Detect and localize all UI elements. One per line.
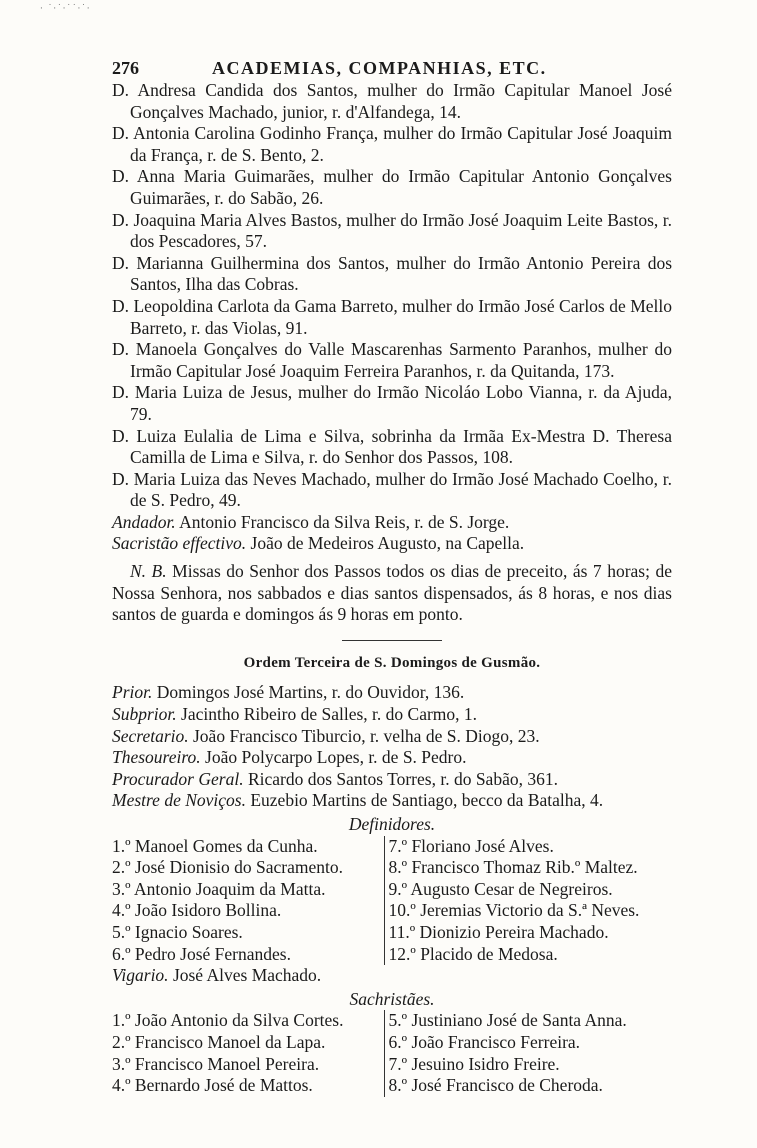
list-item: 11.º Dionizio Pereira Machado. <box>388 921 609 942</box>
list-entry: D. Manoela Gonçalves do Valle Mascarenhas Sarmento Paranhos, mulher do Irmão Capitular José Joaquim Ferreira Paranhos, r. da Quitanda, 173. <box>112 339 672 381</box>
officer-label: Prior. <box>112 682 153 703</box>
entries-list <box>112 80 672 512</box>
officer-label: Thesoureiro. <box>112 747 201 768</box>
page-header <box>112 58 672 80</box>
staff-label: Andador. <box>112 511 176 532</box>
list-entry: D. Maria Luiza de Jesus, mulher do Irmão Nicoláo Lobo Vianna, r. da Ajuda, 79. <box>112 382 672 424</box>
list-item: 12.º Placido de Medosa. <box>388 943 558 964</box>
definidores-heading: Definidores. <box>348 814 436 834</box>
officer-text: Ricardo dos Santos Torres, r. do Sabão, 361. <box>247 768 558 789</box>
vigario-text: José Alves Machado. <box>172 965 322 986</box>
list-item: 5.º Justiniano José de Santa Anna. <box>388 1010 627 1031</box>
list-item: 10.º Jeremias Victorio da S.ª Neves. <box>388 900 640 921</box>
staff-andador <box>112 512 672 534</box>
list-item: 3.º Antonio Joaquim da Matta. <box>112 878 326 899</box>
list-item: 1.º Manoel Gomes da Cunha. <box>112 835 318 856</box>
list-item: 8.º José Francisco de Cheroda. <box>388 1075 603 1096</box>
definidores-table <box>112 836 672 966</box>
list-entry: D. Joaquina Maria Alves Bastos, mulher do Irmão José Joaquim Leite Bastos, r. dos Pescadores, 57. <box>112 209 672 252</box>
list-item: 7.º Jesuino Isidro Freire. <box>388 1053 560 1074</box>
list-item: 1.º João Antonio da Silva Cortes. <box>112 1010 344 1031</box>
section-divider <box>342 640 442 641</box>
mass-schedule-note <box>112 561 672 626</box>
list-item: 6.º João Francisco Ferreira. <box>388 1031 581 1052</box>
list-item: 2.º José Dionisio do Sacramento. <box>112 857 343 878</box>
definidores-left-column <box>112 836 384 966</box>
list-entry: D. Antonia Carolina Godinho França, mulher do Irmão Capitular José Joaquim da França, r. de S. Bento, 2. <box>112 123 672 165</box>
note-label: N. B. <box>130 561 167 582</box>
list-item: 2.º Francisco Manoel da Lapa. <box>112 1031 326 1052</box>
vigario-label: Vigario. <box>112 965 169 986</box>
officer-label: Subprior. <box>112 704 177 725</box>
list-item: 7.º Floriano José Alves. <box>388 835 554 856</box>
list-item: 4.º Bernardo José de Mattos. <box>112 1075 313 1096</box>
page-body <box>112 80 672 1097</box>
staff-sacristao <box>112 533 672 555</box>
page-number: 276 <box>112 58 139 78</box>
list-item: 8.º Francisco Thomaz Rib.º Maltez. <box>388 857 638 878</box>
officer-secretario <box>112 726 672 748</box>
staff-text: João de Medeiros Augusto, na Capella. <box>250 533 525 554</box>
officer-text: João Francisco Tiburcio, r. velha de S. Diogo, 23. <box>193 725 540 746</box>
definidores-right-column <box>384 836 672 966</box>
officer-prior <box>112 682 672 704</box>
list-entry: D. Leopoldina Carlota da Gama Barreto, mulher do Irmão José Carlos de Mello Barreto, r. das Violas, 91. <box>112 295 672 338</box>
list-item: 5.º Ignacio Soares. <box>112 921 243 942</box>
officer-text: Euzebio Martins de Santiago, becco da Batalha, 4. <box>250 790 604 811</box>
sachristaes-left-column <box>112 1010 384 1096</box>
sachristaes-right-column <box>384 1010 672 1096</box>
officer-text: João Polycarpo Lopes, r. de S. Pedro. <box>205 747 467 768</box>
list-entry: D. Maria Luiza das Neves Machado, mulher do Irmão José Machado Coelho, r. de S. Pedro, 49. <box>112 468 672 511</box>
list-item: 9.º Augusto Cesar de Negreiros. <box>388 878 613 899</box>
staff-text: Antonio Francisco da Silva Reis, r. de S. Jorge. <box>179 511 510 532</box>
sachristaes-table <box>112 1010 672 1096</box>
officer-label: Mestre de Noviços. <box>112 790 246 811</box>
list-item: 6.º Pedro José Fernandes. <box>112 943 291 964</box>
officer-subprior <box>112 704 672 726</box>
list-item: 3.º Francisco Manoel Pereira. <box>112 1053 320 1074</box>
officer-procurador <box>112 769 672 791</box>
running-title: ACADEMIAS, COMPANHIAS, ETC. <box>212 58 547 78</box>
officer-thesoureiro <box>112 747 672 769</box>
section-title: Ordem Terceira de S. Domingos de Gusmão. <box>243 654 541 671</box>
print-speck: · ˙·˙·˙˙·˙· <box>40 4 91 14</box>
note-text: Missas do Senhor dos Passos todos os dias de preceito, ás 7 horas; de Nossa Senhora, nos sabbados e dias santos dispensados, ás 8 horas, e nos dias santos de guarda e domingos ás 9 horas em ponto. <box>112 561 672 625</box>
staff-label: Sacristão effectivo. <box>112 533 247 554</box>
officer-label: Secretario. <box>112 725 189 746</box>
vigario <box>112 965 672 987</box>
officer-text: Domingos José Martins, r. do Ouvidor, 136. <box>156 682 465 703</box>
officer-label: Procurador Geral. <box>112 768 244 789</box>
officer-mestre-novicos <box>112 790 672 812</box>
list-entry: D. Luiza Eulalia de Lima e Silva, sobrinha da Irmãa Ex-Mestra D. Theresa Camilla de Lima e Silva, r. do Senhor dos Passos, 108. <box>112 425 672 468</box>
list-entry: D. Marianna Guilhermina dos Santos, mulher do Irmão Antonio Pereira dos Santos, Ilha das Cobras. <box>112 252 672 295</box>
list-item: 4.º João Isidoro Bollina. <box>112 900 282 921</box>
officer-text: Jacintho Ribeiro de Salles, r. do Carmo, 1. <box>181 704 478 725</box>
sachristaes-heading: Sachristães. <box>349 988 435 1009</box>
list-entry: D. Anna Maria Guimarães, mulher do Irmão Capitular Antonio Gonçalves Guimarães, r. do Sabão, 26. <box>112 166 672 208</box>
list-entry: D. Andresa Candida dos Santos, mulher do Irmão Capitular Manoel José Gonçalves Machado, junior, r. d'Alfandega, 14. <box>112 80 672 122</box>
